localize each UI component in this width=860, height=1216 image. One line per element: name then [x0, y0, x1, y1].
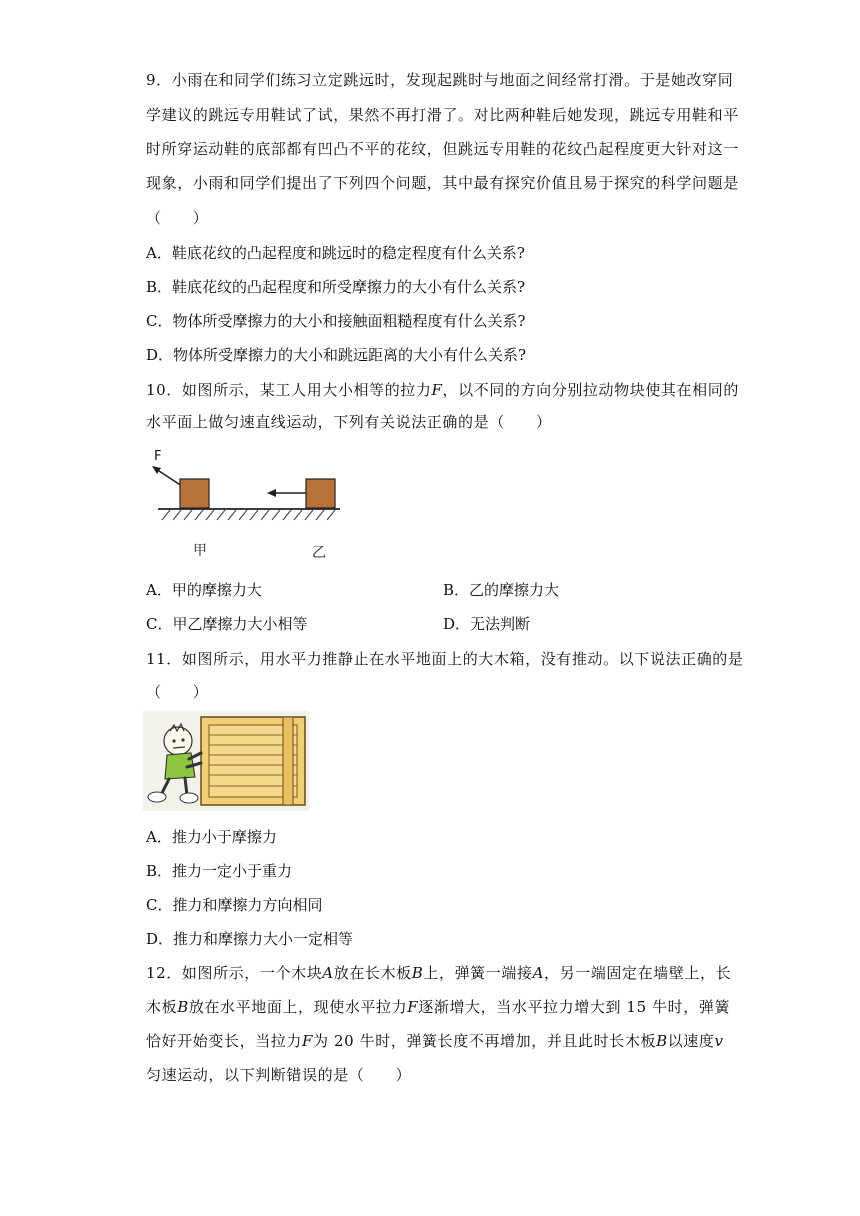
q9-option-c: C．物体所受摩擦力的大小和接触面粗糙程度有什么关系? [146, 312, 526, 330]
q12-var-b: B [656, 1032, 668, 1050]
q10-arrowhead-left [152, 466, 161, 474]
q12-text: 上，弹簧一端接 [423, 964, 533, 982]
q11-answer-blank: （ ） [146, 683, 209, 701]
q10-label-left: 甲 [193, 543, 207, 559]
q12-text: 为 20 牛时，弹簧长度不再增加，并且此时长木板 [313, 1032, 657, 1050]
q12-text: ，另一端固定在墙壁上，长 [544, 964, 732, 982]
q9-option-d: D．物体所受摩擦力的大小和跳远距离的大小有什么关系? [146, 346, 527, 364]
q10-figure [140, 444, 360, 569]
q10-text: 10．如图所示，某工人用大小相等的拉力 [146, 381, 432, 399]
q12-text: 逐渐增大，当水平拉力增大到 15 牛时，弹簧 [418, 998, 731, 1016]
q11-figure [143, 711, 309, 811]
q12-line-4: 匀速运动，以下判断错误的是（ ） [146, 1066, 412, 1084]
q9-line-3: 时所穿运动鞋的底部都有凹凸不平的花纹，但跳远专用鞋的花纹凸起程度更大针对这一 [146, 140, 739, 158]
q12-text: 12．如图所示，一个木块 [146, 964, 323, 982]
q10-option-b: B．乙的摩擦力大 [443, 581, 560, 599]
q12-var-b: B [177, 998, 189, 1016]
q12-line-3 [146, 1031, 724, 1051]
q12-text: 恰好开始变长，当拉力 [146, 1032, 303, 1050]
q12-var-b: B [411, 964, 424, 982]
q12-text: 放在水平地面上，现使水平拉力 [188, 998, 408, 1016]
q9-answer-blank: （ ） [146, 209, 209, 227]
q10-option-c: C．甲乙摩擦力大小相等 [146, 615, 308, 633]
q10-line-2: 水平面上做匀速直线运动，下列有关说法正确的是（ ） [146, 413, 552, 431]
q10-force-label: F [154, 449, 162, 464]
q12-var-a: A [532, 964, 545, 982]
q9-option-b: B．鞋底花纹的凸起程度和所受摩擦力的大小有什么关系? [146, 278, 526, 296]
q12-line-1 [146, 963, 732, 983]
q9-line-2: 学建议的跳远专用鞋试了试，果然不再打滑了。对比两种鞋后她发现，跳远专用鞋和平 [146, 106, 739, 124]
q10-line-1 [146, 380, 739, 400]
person-head [164, 727, 192, 755]
q12-var-v: v [714, 1032, 724, 1050]
q10-option-d: D．无法判断 [443, 615, 531, 633]
q10-block-left [180, 479, 209, 508]
q10-option-a: A．甲的摩擦力大 [146, 581, 262, 599]
q10-label-right: 乙 [312, 545, 326, 561]
q11-option-c: C．推力和摩擦力方向相同 [146, 896, 323, 914]
q9-line-1: 9．小雨在和同学们练习立定跳远时，发现起跳时与地面之间经常打滑。于是她改穿同 [146, 71, 734, 89]
q10-arrowhead-right [267, 489, 276, 497]
q12-text: 木板 [146, 998, 178, 1016]
q9-line-4: 现象，小雨和同学们提出了下列四个问题，其中最有探究价值且易于探究的科学问题是 [146, 174, 739, 192]
q11-option-d: D．推力和摩擦力大小一定相等 [146, 930, 354, 948]
q12-var-f: F [302, 1032, 314, 1050]
q11-option-a: A．推力小于摩擦力 [146, 828, 277, 846]
q12-text: 以速度 [667, 1032, 715, 1050]
q10-block-right [306, 479, 335, 508]
person-shoe [148, 792, 166, 802]
crate-side-beam [283, 717, 293, 805]
q12-line-2 [146, 997, 731, 1017]
q11-line-1: 11．如图所示，用水平力推静止在水平地面上的大木箱，没有推动。以下说法正确的是 [146, 650, 744, 668]
q10-ground-hatch [162, 510, 335, 520]
q10-text: ，以不同的方向分别拉动物块使其在相同的 [442, 381, 739, 399]
q9-option-a: A．鞋底花纹的凸起程度和跳远时的稳定程度有什么关系? [146, 244, 525, 262]
q12-text: 放在长木板 [333, 964, 412, 982]
q11-option-b: B．推力一定小于重力 [146, 862, 293, 880]
q12-var-a: A [322, 964, 334, 982]
q10-var-f: F [431, 381, 443, 399]
q12-var-f: F [407, 998, 419, 1016]
